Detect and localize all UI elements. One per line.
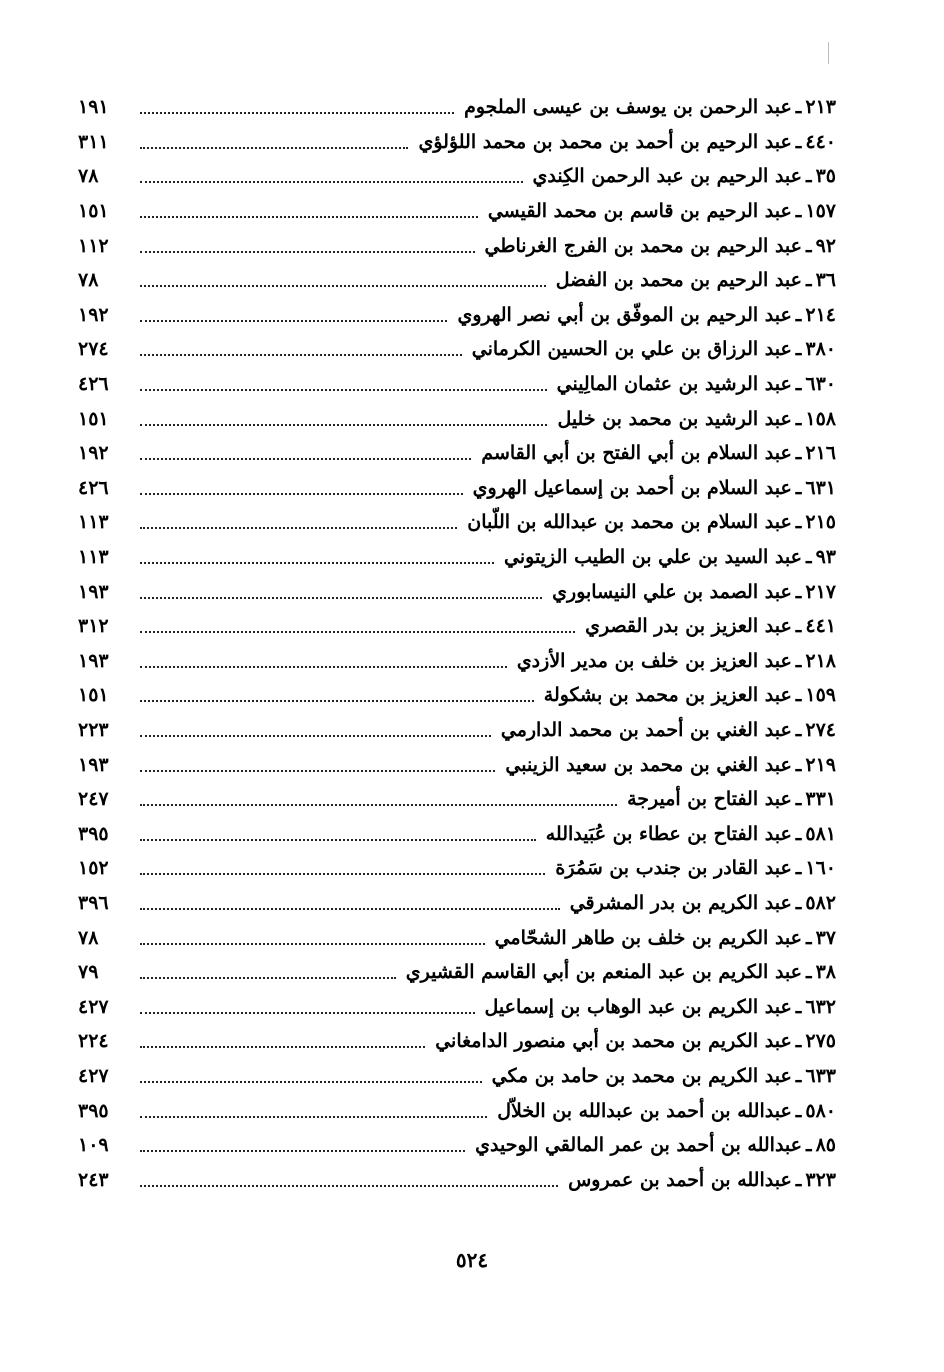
entry-number: ٥٨٠ [805, 1099, 836, 1122]
entry-page: ١٥١ [78, 407, 109, 430]
dot-leader [140, 1012, 475, 1014]
entry-name: عبد السلام بن أحمد بن إسماعيل الهروي [472, 476, 792, 499]
entry-name: عبد السلام بن محمد بن عبدالله بن اللّبان [467, 511, 792, 534]
dot-leader [140, 112, 454, 114]
entry-page: ١٩٢ [78, 303, 109, 326]
entry-dash: ـ [795, 200, 802, 223]
entry-name: عبد الرحيم بن عبد الرحمن الكِندي [532, 165, 802, 188]
index-entry [78, 644, 836, 679]
entry-dash: ـ [795, 303, 802, 326]
entry-page: ٧٨ [78, 926, 99, 949]
entry-name: عبد الكريم بن محمد بن أبي منصور الدامغاني [435, 1030, 792, 1053]
entry-page: ٢٤٧ [78, 788, 109, 811]
index-entry [78, 436, 836, 471]
entry-page: ١١٣ [78, 546, 109, 569]
entry-dash: ـ [795, 1030, 802, 1053]
index-entry [78, 540, 836, 575]
entry-dash: ـ [795, 891, 802, 914]
entry-number: ٣٨٠ [805, 338, 836, 361]
index-entry [78, 1093, 836, 1128]
dot-leader [140, 1150, 465, 1152]
dot-leader [140, 389, 547, 391]
entry-number: ١٦٠ [805, 857, 836, 880]
entry-dash: ـ [795, 476, 802, 499]
entry-number: ٩٢ [815, 234, 836, 257]
index-entry [78, 90, 836, 125]
entry-number: ٢١٩ [805, 753, 836, 776]
entry-name: عبد الكريم بن عبد المنعم بن أبي القاسم القشيري [405, 961, 802, 984]
entry-page: ٧٨ [78, 165, 99, 188]
entry-dash: ـ [795, 1099, 802, 1122]
entry-page: ١٠٩ [78, 1134, 109, 1157]
entry-number: ٢١٦ [805, 442, 836, 465]
entry-dash: ـ [795, 338, 802, 361]
entry-number: ٢١٧ [805, 580, 836, 603]
entry-page: ٢٧٤ [78, 338, 109, 361]
index-entry [78, 263, 836, 298]
entry-dash: ـ [795, 511, 802, 534]
entry-name: عبد الرحمن بن يوسف بن عيسى الملجوم [464, 96, 792, 119]
entry-name: عبد العزيز بن خلف بن مدير الأزدي [516, 649, 792, 672]
entry-dash: ـ [795, 615, 802, 638]
entry-name: عبد الرحيم بن أحمد بن محمد بن محمد اللؤلؤي [418, 130, 792, 153]
entry-name: عبد الرزاق بن علي بن الحسين الكرماني [471, 338, 792, 361]
index-entry [78, 989, 836, 1024]
entry-number: ٦٣١ [805, 476, 836, 499]
entry-name: عبد الفتاح بن عطاء بن عُبَيدالله [545, 822, 792, 845]
entry-number: ٥٨١ [805, 822, 836, 845]
dot-leader [140, 527, 457, 529]
dot-leader [140, 147, 408, 149]
dot-leader [140, 1046, 425, 1048]
entry-dash: ـ [806, 546, 812, 569]
dot-leader [140, 320, 447, 322]
entry-page: ١١٢ [78, 234, 109, 257]
dot-leader [140, 666, 507, 668]
entry-dash: ـ [795, 788, 802, 811]
entry-name: عبد الصمد بن علي النيسابوري [552, 580, 792, 603]
page-number: ٥٢٤ [455, 1248, 489, 1272]
dot-leader [140, 839, 536, 841]
index-entry [78, 920, 836, 955]
entry-page: ١٩٢ [78, 442, 109, 465]
entry-page: ٢٢٣ [78, 718, 109, 741]
entry-page: ٣٩٦ [78, 891, 109, 914]
dot-leader [140, 943, 485, 945]
entry-name: عبدالله بن أحمد بن عبدالله بن الخلاّل [497, 1099, 792, 1122]
entry-number: ٣٥ [815, 165, 836, 188]
entry-name: عبد الفتاح بن أميرجة [627, 788, 792, 811]
dot-leader [140, 770, 495, 772]
entry-name: عبد العزيز بن محمد بن بشكولة [543, 684, 792, 707]
entry-number: ٣٦ [815, 269, 836, 292]
index-entry [78, 228, 836, 263]
scan-edge-mark [828, 42, 829, 64]
index-entry [78, 1059, 836, 1094]
entry-page: ١٩١ [78, 96, 109, 119]
entry-number: ٣٨ [815, 961, 836, 984]
entry-dash: ـ [795, 753, 802, 776]
entry-dash: ـ [795, 822, 802, 845]
entry-name: عبد الرشيد بن عثمان المالِيني [556, 373, 792, 396]
entry-dash: ـ [795, 407, 802, 430]
dot-leader [140, 804, 617, 806]
index-entry [78, 574, 836, 609]
index-entry [78, 678, 836, 713]
entry-page: ٤٢٦ [78, 373, 109, 396]
entry-number: ١٥٩ [805, 684, 836, 707]
entry-dash: ـ [795, 130, 802, 153]
dot-leader [140, 873, 545, 875]
entry-name: عبد الغني بن أحمد بن محمد الدارمي [500, 718, 792, 741]
index-entry [78, 747, 836, 782]
entry-number: ١٥٧ [805, 200, 836, 223]
dot-leader [140, 251, 475, 253]
entry-number: ٤٤١ [805, 615, 836, 638]
index-entry [78, 194, 836, 229]
entry-page: ٣١٢ [78, 615, 109, 638]
entry-dash: ـ [795, 718, 802, 741]
dot-leader [140, 735, 491, 737]
entry-number: ٣٢٣ [805, 1168, 836, 1191]
entry-dash: ـ [795, 857, 802, 880]
index-entry [78, 851, 836, 886]
entry-dash: ـ [795, 96, 802, 119]
entry-number: ٢١٥ [805, 511, 836, 534]
index-entry [78, 886, 836, 921]
entry-number: ٢١٨ [805, 649, 836, 672]
entry-name: عبد الرحيم بن محمد بن الفرج الغرناطي [484, 234, 802, 257]
index-entry [78, 367, 836, 402]
dot-leader [140, 597, 542, 599]
dot-leader [140, 424, 547, 426]
entry-dash: ـ [795, 1168, 802, 1191]
index-entry [78, 1162, 836, 1197]
index-entry [78, 471, 836, 506]
dot-leader [140, 562, 494, 564]
entry-name: عبد الغني بن محمد بن سعيد الزينبي [505, 753, 792, 776]
entry-dash: ـ [795, 373, 802, 396]
dot-leader [140, 285, 546, 287]
index-entry [78, 609, 836, 644]
dot-leader [140, 977, 396, 979]
entry-number: ٩٣ [815, 546, 836, 569]
index-entry [78, 955, 836, 990]
entry-number: ١٥٨ [805, 407, 836, 430]
entry-page: ٤٢٧ [78, 1064, 109, 1087]
index-entry [78, 159, 836, 194]
entry-dash: ـ [795, 995, 802, 1018]
index-list [78, 90, 836, 1197]
entry-name: عبد الرحيم بن الموفّق بن أبي نصر الهروي [457, 303, 792, 326]
index-entry [78, 125, 836, 160]
entry-dash: ـ [795, 1064, 802, 1087]
dot-leader [140, 354, 462, 356]
entry-dash: ـ [806, 1134, 812, 1157]
entry-number: ٨٥ [815, 1134, 836, 1157]
entry-name: عبد القادر بن جندب بن سَمُرَة [555, 857, 792, 880]
dot-leader [140, 908, 560, 910]
entry-page: ٣٩٥ [78, 1099, 109, 1122]
dot-leader [140, 493, 463, 495]
entry-number: ٢١٤ [805, 303, 836, 326]
entry-dash: ـ [806, 269, 812, 292]
index-entry [78, 816, 836, 851]
entry-page: ٧٨ [78, 269, 99, 292]
entry-number: ٣٣١ [805, 788, 836, 811]
dot-leader [140, 700, 534, 702]
entry-name: عبد الكريم بن محمد بن حامد بن مكي [491, 1064, 792, 1087]
entry-dash: ـ [795, 649, 802, 672]
entry-dash: ـ [806, 961, 812, 984]
entry-number: ٦٣٢ [805, 995, 836, 1018]
entry-dash: ـ [806, 165, 812, 188]
index-entry [78, 1024, 836, 1059]
index-entry [78, 401, 836, 436]
entry-page: ١٥٢ [78, 857, 109, 880]
index-entry [78, 298, 836, 333]
entry-page: ١١٣ [78, 511, 109, 534]
entry-page: ١٩٣ [78, 649, 109, 672]
entry-page: ٤٢٦ [78, 476, 109, 499]
entry-dash: ـ [806, 926, 812, 949]
entry-page: ٢٤٣ [78, 1168, 109, 1191]
entry-number: ٣٧ [815, 926, 836, 949]
entry-number: ٦٣٠ [805, 373, 836, 396]
entry-dash: ـ [806, 234, 812, 257]
dot-leader [140, 216, 478, 218]
entry-dash: ـ [795, 442, 802, 465]
entry-name: عبدالله بن أحمد بن عمروس [568, 1168, 792, 1191]
entry-name: عبد الكريم بن بدر المشرقي [569, 891, 792, 914]
dot-leader [140, 181, 523, 183]
entry-name: عبد الرحيم بن قاسم بن محمد القيسي [487, 200, 792, 223]
entry-name: عبد الكريم بن عبد الوهاب بن إسماعيل [484, 995, 792, 1018]
dot-leader [140, 1081, 482, 1083]
index-entry [78, 332, 836, 367]
entry-page: ١٩٣ [78, 580, 109, 603]
entry-page: ٧٩ [78, 961, 99, 984]
index-entry [78, 713, 836, 748]
entry-page: ١٥١ [78, 200, 109, 223]
index-entry [78, 1128, 836, 1163]
entry-page: ٣١١ [78, 130, 109, 153]
entry-dash: ـ [795, 684, 802, 707]
dot-leader [140, 1116, 487, 1118]
entry-name: عبد العزيز بن بدر القصري [585, 615, 792, 638]
entry-number: ٢١٣ [805, 96, 836, 119]
entry-number: ٦٣٣ [805, 1064, 836, 1087]
entry-page: ١٥١ [78, 684, 109, 707]
dot-leader [140, 458, 471, 460]
entry-page: ٢٢٤ [78, 1030, 109, 1053]
dot-leader [140, 631, 575, 633]
entry-name: عبد الرحيم بن محمد بن الفضل [555, 269, 802, 292]
entry-number: ٥٨٢ [805, 891, 836, 914]
entry-page: ٣٩٥ [78, 822, 109, 845]
entry-page: ٤٢٧ [78, 995, 109, 1018]
entry-name: عبدالله بن أحمد بن عمر المالقي الوحيدي [475, 1134, 802, 1157]
entry-number: ٢٧٥ [805, 1030, 836, 1053]
index-entry [78, 782, 836, 817]
entry-name: عبد السيد بن علي بن الطيب الزيتوني [504, 546, 802, 569]
entry-page: ١٩٣ [78, 753, 109, 776]
entry-dash: ـ [795, 580, 802, 603]
entry-number: ٢٧٤ [805, 718, 836, 741]
entry-number: ٤٤٠ [805, 130, 836, 153]
index-entry [78, 505, 836, 540]
entry-name: عبد السلام بن أبي الفتح بن أبي القاسم [481, 442, 792, 465]
entry-name: عبد الرشيد بن محمد بن خليل [557, 407, 792, 430]
dot-leader [140, 1185, 558, 1187]
entry-name: عبد الكريم بن خلف بن طاهر الشحّامي [494, 926, 802, 949]
